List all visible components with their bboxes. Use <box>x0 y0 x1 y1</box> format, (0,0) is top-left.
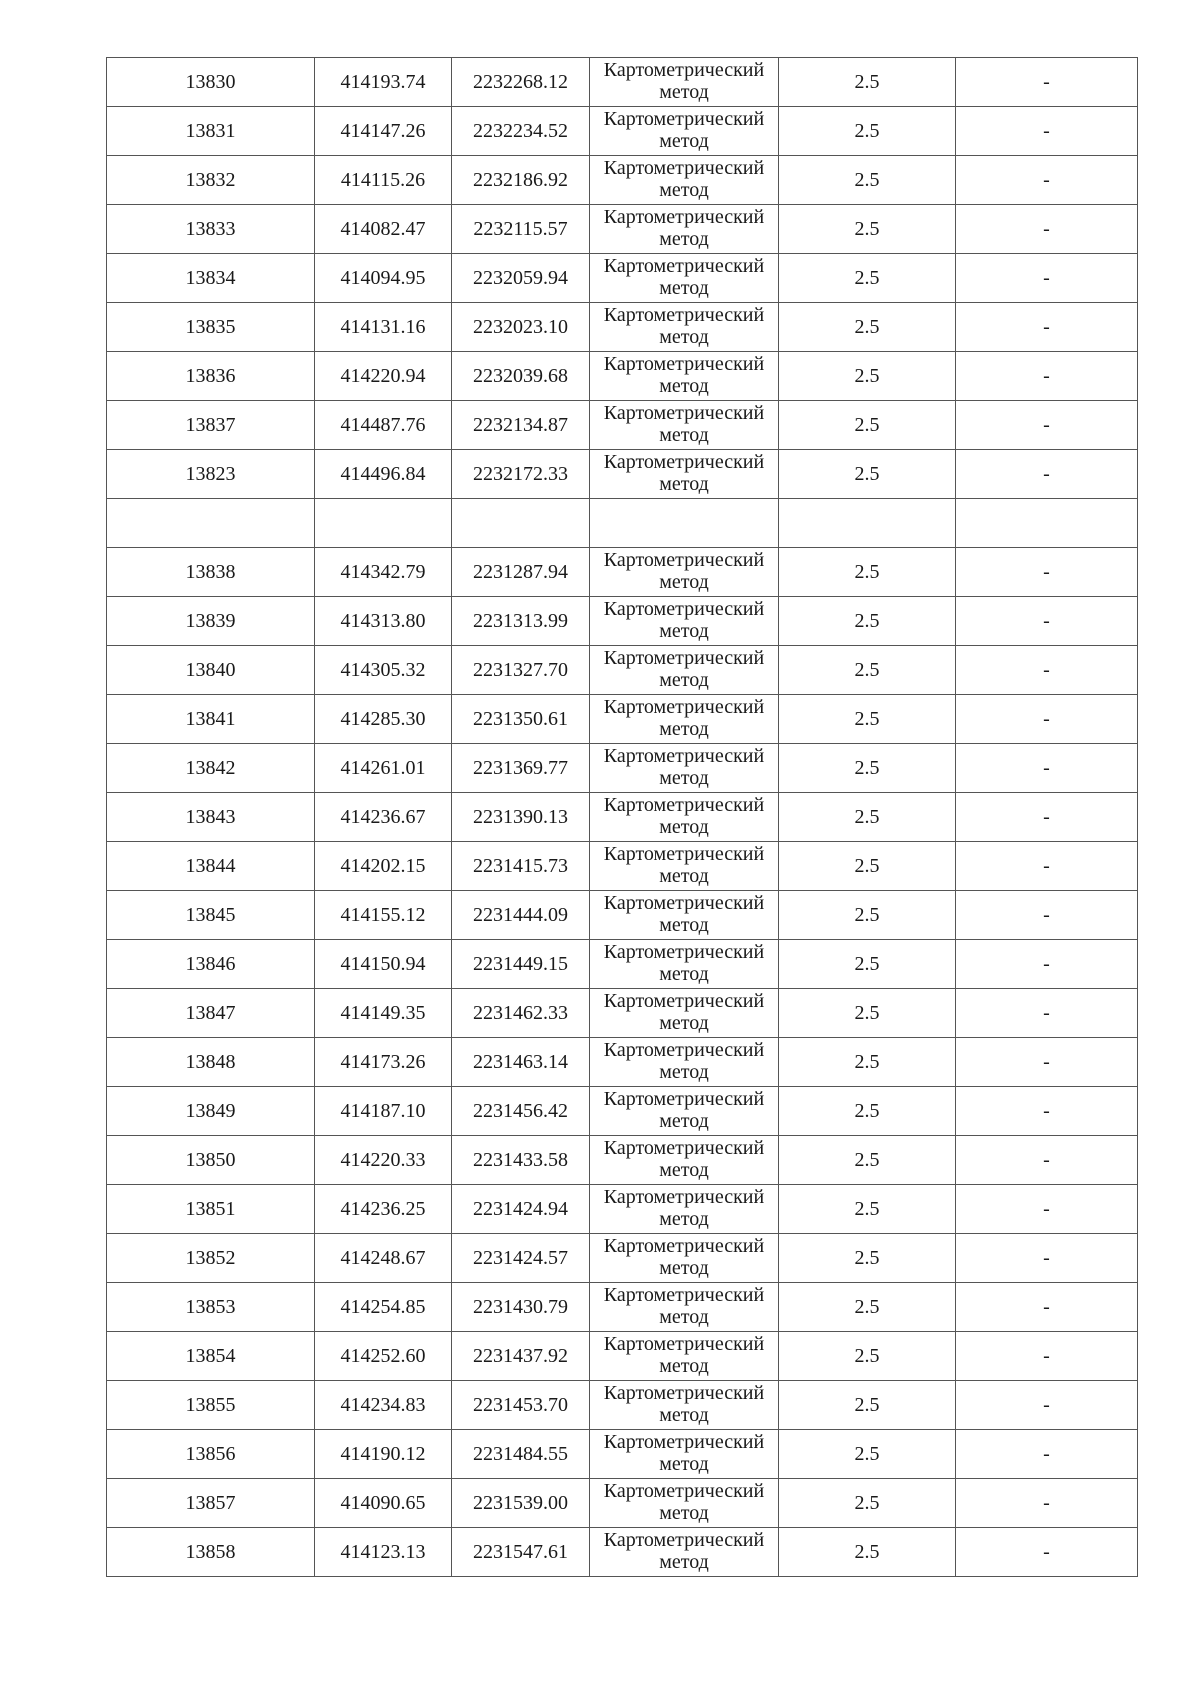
method-cell <box>590 1430 779 1479</box>
x-coordinate-cell: 414173.26 <box>315 1038 452 1087</box>
method-line-1: Картометрический <box>603 843 765 865</box>
method-cell <box>590 1136 779 1185</box>
table-row <box>107 842 1138 891</box>
method-line-2: метод <box>659 1306 709 1328</box>
method-cell <box>590 499 779 548</box>
x-coordinate-cell: 414190.12 <box>315 1430 452 1479</box>
accuracy-cell: 2.5 <box>779 450 956 499</box>
accuracy-cell: 2.5 <box>779 597 956 646</box>
method-line-1: Картометрический <box>603 1137 765 1159</box>
method-line-1: Картометрический <box>603 402 765 424</box>
x-coordinate-cell: 414090.65 <box>315 1479 452 1528</box>
point-number-cell: 13845 <box>107 891 315 940</box>
x-coordinate-cell: 414236.25 <box>315 1185 452 1234</box>
method-cell <box>590 450 779 499</box>
x-coordinate-cell: 414220.94 <box>315 352 452 401</box>
method-line-1: Картометрический <box>603 304 765 326</box>
method-cell <box>590 107 779 156</box>
accuracy-cell: 2.5 <box>779 58 956 107</box>
y-coordinate-cell: 2231424.57 <box>452 1234 590 1283</box>
coordinates-table-container <box>106 57 1137 1577</box>
accuracy-cell: 2.5 <box>779 1528 956 1577</box>
point-number-cell: 13852 <box>107 1234 315 1283</box>
x-coordinate-cell: 414082.47 <box>315 205 452 254</box>
accuracy-cell: 2.5 <box>779 107 956 156</box>
method-cell <box>590 597 779 646</box>
table-row <box>107 744 1138 793</box>
point-number-cell: 13858 <box>107 1528 315 1577</box>
method-cell <box>590 695 779 744</box>
x-coordinate-cell: 414252.60 <box>315 1332 452 1381</box>
method-line-2: метод <box>659 669 709 691</box>
x-coordinate-cell: 414496.84 <box>315 450 452 499</box>
point-number-cell: 13839 <box>107 597 315 646</box>
method-line-2: метод <box>659 1502 709 1524</box>
method-line-2: метод <box>659 375 709 397</box>
method-cell <box>590 1283 779 1332</box>
y-coordinate-cell: 2231415.73 <box>452 842 590 891</box>
point-number-cell: 13836 <box>107 352 315 401</box>
point-number-cell: 13853 <box>107 1283 315 1332</box>
method-line-1: Картометрический <box>603 1284 765 1306</box>
method-line-1: Картометрический <box>603 206 765 228</box>
note-cell: - <box>956 597 1138 646</box>
method-line-2: метод <box>659 963 709 985</box>
method-line-2: метод <box>659 179 709 201</box>
method-line-2: метод <box>659 424 709 446</box>
table-row <box>107 793 1138 842</box>
accuracy-cell: 2.5 <box>779 744 956 793</box>
x-coordinate-cell: 414254.85 <box>315 1283 452 1332</box>
note-cell: - <box>956 58 1138 107</box>
table-row <box>107 303 1138 352</box>
point-number-cell: 13835 <box>107 303 315 352</box>
note-cell: - <box>956 1087 1138 1136</box>
method-cell <box>590 1528 779 1577</box>
method-line-2: метод <box>659 1061 709 1083</box>
table-row <box>107 58 1138 107</box>
x-coordinate-cell: 414155.12 <box>315 891 452 940</box>
method-cell <box>590 1381 779 1430</box>
table-row <box>107 1283 1138 1332</box>
y-coordinate-cell: 2231462.33 <box>452 989 590 1038</box>
accuracy-cell: 2.5 <box>779 401 956 450</box>
point-number-cell: 13857 <box>107 1479 315 1528</box>
accuracy-cell: 2.5 <box>779 156 956 205</box>
method-line-2: метод <box>659 571 709 593</box>
accuracy-cell: 2.5 <box>779 989 956 1038</box>
point-number-cell: 13832 <box>107 156 315 205</box>
method-line-1: Картометрический <box>603 255 765 277</box>
x-coordinate-cell: 414187.10 <box>315 1087 452 1136</box>
y-coordinate-cell: 2232186.92 <box>452 156 590 205</box>
method-cell <box>590 1234 779 1283</box>
note-cell: - <box>956 401 1138 450</box>
note-cell: - <box>956 646 1138 695</box>
method-line-1: Картометрический <box>603 696 765 718</box>
method-line-1: Картометрический <box>603 990 765 1012</box>
y-coordinate-cell: 2232023.10 <box>452 303 590 352</box>
point-number-cell: 13834 <box>107 254 315 303</box>
method-cell <box>590 1332 779 1381</box>
method-line-1: Картометрический <box>603 598 765 620</box>
point-number-cell: 13849 <box>107 1087 315 1136</box>
note-cell: - <box>956 450 1138 499</box>
accuracy-cell: 2.5 <box>779 303 956 352</box>
note-cell: - <box>956 940 1138 989</box>
method-line-1: Картометрический <box>603 1186 765 1208</box>
method-cell <box>590 940 779 989</box>
method-line-1: Картометрический <box>603 745 765 767</box>
method-line-1: Картометрический <box>603 892 765 914</box>
method-line-2: метод <box>659 914 709 936</box>
table-row <box>107 1185 1138 1234</box>
point-number-cell: 13856 <box>107 1430 315 1479</box>
accuracy-cell: 2.5 <box>779 646 956 695</box>
point-number-cell: 13841 <box>107 695 315 744</box>
method-line-2: метод <box>659 1551 709 1573</box>
accuracy-cell: 2.5 <box>779 254 956 303</box>
table-row <box>107 254 1138 303</box>
y-coordinate-cell: 2231484.55 <box>452 1430 590 1479</box>
method-cell <box>590 842 779 891</box>
y-coordinate-cell: 2231287.94 <box>452 548 590 597</box>
method-line-2: метод <box>659 228 709 250</box>
method-line-1: Картометрический <box>603 794 765 816</box>
table-row <box>107 940 1138 989</box>
y-coordinate-cell: 2231456.42 <box>452 1087 590 1136</box>
method-line-2: метод <box>659 277 709 299</box>
accuracy-cell: 2.5 <box>779 548 956 597</box>
y-coordinate-cell: 2231463.14 <box>452 1038 590 1087</box>
method-line-1: Картометрический <box>603 157 765 179</box>
method-line-2: метод <box>659 1355 709 1377</box>
y-coordinate-cell <box>452 499 590 548</box>
method-line-2: метод <box>659 473 709 495</box>
table-row <box>107 1038 1138 1087</box>
table-row <box>107 450 1138 499</box>
method-line-2: метод <box>659 620 709 642</box>
table-row <box>107 1136 1138 1185</box>
table-row <box>107 1234 1138 1283</box>
accuracy-cell: 2.5 <box>779 352 956 401</box>
method-line-1: Картометрический <box>603 1431 765 1453</box>
method-line-2: метод <box>659 1159 709 1181</box>
accuracy-cell: 2.5 <box>779 1381 956 1430</box>
table-row <box>107 1528 1138 1577</box>
method-cell <box>590 646 779 695</box>
method-line-2: метод <box>659 1012 709 1034</box>
table-row <box>107 1479 1138 1528</box>
method-line-2: метод <box>659 130 709 152</box>
method-line-1: Картометрический <box>603 647 765 669</box>
accuracy-cell: 2.5 <box>779 1185 956 1234</box>
y-coordinate-cell: 2232134.87 <box>452 401 590 450</box>
method-line-2: метод <box>659 816 709 838</box>
x-coordinate-cell: 414149.35 <box>315 989 452 1038</box>
table-row <box>107 401 1138 450</box>
x-coordinate-cell: 414487.76 <box>315 401 452 450</box>
table-row <box>107 156 1138 205</box>
point-number-cell: 13823 <box>107 450 315 499</box>
y-coordinate-cell: 2231547.61 <box>452 1528 590 1577</box>
note-cell: - <box>956 1479 1138 1528</box>
note-cell: - <box>956 1185 1138 1234</box>
x-coordinate-cell: 414115.26 <box>315 156 452 205</box>
method-line-1: Картометрический <box>603 1088 765 1110</box>
x-coordinate-cell: 414248.67 <box>315 1234 452 1283</box>
note-cell: - <box>956 1283 1138 1332</box>
y-coordinate-cell: 2232234.52 <box>452 107 590 156</box>
accuracy-cell: 2.5 <box>779 1136 956 1185</box>
method-cell <box>590 891 779 940</box>
point-number-cell <box>107 499 315 548</box>
method-cell <box>590 401 779 450</box>
x-coordinate-cell: 414342.79 <box>315 548 452 597</box>
accuracy-cell: 2.5 <box>779 891 956 940</box>
accuracy-cell: 2.5 <box>779 1087 956 1136</box>
x-coordinate-cell: 414220.33 <box>315 1136 452 1185</box>
y-coordinate-cell: 2231444.09 <box>452 891 590 940</box>
method-cell <box>590 58 779 107</box>
x-coordinate-cell: 414236.67 <box>315 793 452 842</box>
x-coordinate-cell: 414202.15 <box>315 842 452 891</box>
note-cell: - <box>956 989 1138 1038</box>
x-coordinate-cell: 414123.13 <box>315 1528 452 1577</box>
method-line-1: Картометрический <box>603 1480 765 1502</box>
table-row <box>107 1430 1138 1479</box>
accuracy-cell: 2.5 <box>779 1283 956 1332</box>
table-row <box>107 891 1138 940</box>
accuracy-cell: 2.5 <box>779 1430 956 1479</box>
y-coordinate-cell: 2232115.57 <box>452 205 590 254</box>
method-cell <box>590 1479 779 1528</box>
table-row <box>107 107 1138 156</box>
method-line-1: Картометрический <box>603 353 765 375</box>
method-cell <box>590 205 779 254</box>
table-row <box>107 695 1138 744</box>
method-line-1: Картометрический <box>603 1333 765 1355</box>
method-cell <box>590 1038 779 1087</box>
note-cell: - <box>956 1136 1138 1185</box>
note-cell: - <box>956 1528 1138 1577</box>
point-number-cell: 13847 <box>107 989 315 1038</box>
y-coordinate-cell: 2231433.58 <box>452 1136 590 1185</box>
note-cell <box>956 499 1138 548</box>
table-row <box>107 1087 1138 1136</box>
accuracy-cell: 2.5 <box>779 842 956 891</box>
point-number-cell: 13846 <box>107 940 315 989</box>
method-line-2: метод <box>659 1208 709 1230</box>
y-coordinate-cell: 2231453.70 <box>452 1381 590 1430</box>
note-cell: - <box>956 548 1138 597</box>
method-line-2: метод <box>659 1404 709 1426</box>
method-cell <box>590 352 779 401</box>
method-line-1: Картометрический <box>603 1235 765 1257</box>
y-coordinate-cell: 2231327.70 <box>452 646 590 695</box>
note-cell: - <box>956 744 1138 793</box>
method-line-1: Картометрический <box>603 59 765 81</box>
note-cell: - <box>956 205 1138 254</box>
note-cell: - <box>956 891 1138 940</box>
method-cell <box>590 744 779 793</box>
point-number-cell: 13838 <box>107 548 315 597</box>
x-coordinate-cell: 414313.80 <box>315 597 452 646</box>
note-cell: - <box>956 1038 1138 1087</box>
table-row <box>107 646 1138 695</box>
table-row <box>107 1332 1138 1381</box>
point-number-cell: 13831 <box>107 107 315 156</box>
method-line-1: Картометрический <box>603 451 765 473</box>
table-row <box>107 989 1138 1038</box>
coordinates-table-body <box>107 58 1138 1577</box>
method-cell <box>590 1087 779 1136</box>
note-cell: - <box>956 1234 1138 1283</box>
note-cell: - <box>956 254 1138 303</box>
x-coordinate-cell: 414234.83 <box>315 1381 452 1430</box>
method-cell <box>590 303 779 352</box>
x-coordinate-cell: 414261.01 <box>315 744 452 793</box>
y-coordinate-cell: 2232172.33 <box>452 450 590 499</box>
method-line-2: метод <box>659 767 709 789</box>
y-coordinate-cell: 2232039.68 <box>452 352 590 401</box>
table-row <box>107 548 1138 597</box>
note-cell: - <box>956 303 1138 352</box>
method-cell <box>590 989 779 1038</box>
method-line-1: Картометрический <box>603 549 765 571</box>
method-line-2: метод <box>659 326 709 348</box>
note-cell: - <box>956 695 1138 744</box>
y-coordinate-cell: 2231539.00 <box>452 1479 590 1528</box>
note-cell: - <box>956 1430 1138 1479</box>
method-cell <box>590 254 779 303</box>
method-cell <box>590 156 779 205</box>
y-coordinate-cell: 2231449.15 <box>452 940 590 989</box>
coordinates-table <box>106 57 1138 1577</box>
y-coordinate-cell: 2231437.92 <box>452 1332 590 1381</box>
note-cell: - <box>956 1332 1138 1381</box>
note-cell: - <box>956 156 1138 205</box>
accuracy-cell: 2.5 <box>779 940 956 989</box>
x-coordinate-cell <box>315 499 452 548</box>
point-number-cell: 13840 <box>107 646 315 695</box>
point-number-cell: 13851 <box>107 1185 315 1234</box>
method-line-2: метод <box>659 718 709 740</box>
point-number-cell: 13850 <box>107 1136 315 1185</box>
accuracy-cell: 2.5 <box>779 793 956 842</box>
x-coordinate-cell: 414131.16 <box>315 303 452 352</box>
note-cell: - <box>956 107 1138 156</box>
accuracy-cell: 2.5 <box>779 1479 956 1528</box>
method-cell <box>590 793 779 842</box>
y-coordinate-cell: 2232268.12 <box>452 58 590 107</box>
accuracy-cell: 2.5 <box>779 695 956 744</box>
accuracy-cell <box>779 499 956 548</box>
y-coordinate-cell: 2231350.61 <box>452 695 590 744</box>
method-line-1: Картометрический <box>603 1382 765 1404</box>
table-row <box>107 352 1138 401</box>
table-row <box>107 1381 1138 1430</box>
method-line-2: метод <box>659 1453 709 1475</box>
accuracy-cell: 2.5 <box>779 205 956 254</box>
method-line-1: Картометрический <box>603 941 765 963</box>
accuracy-cell: 2.5 <box>779 1038 956 1087</box>
x-coordinate-cell: 414305.32 <box>315 646 452 695</box>
y-coordinate-cell: 2231430.79 <box>452 1283 590 1332</box>
point-number-cell: 13854 <box>107 1332 315 1381</box>
y-coordinate-cell: 2231313.99 <box>452 597 590 646</box>
method-line-2: метод <box>659 1110 709 1132</box>
point-number-cell: 13844 <box>107 842 315 891</box>
point-number-cell: 13830 <box>107 58 315 107</box>
method-line-2: метод <box>659 81 709 103</box>
x-coordinate-cell: 414150.94 <box>315 940 452 989</box>
method-line-1: Картометрический <box>603 108 765 130</box>
accuracy-cell: 2.5 <box>779 1234 956 1283</box>
y-coordinate-cell: 2232059.94 <box>452 254 590 303</box>
note-cell: - <box>956 1381 1138 1430</box>
method-line-2: метод <box>659 865 709 887</box>
y-coordinate-cell: 2231369.77 <box>452 744 590 793</box>
accuracy-cell: 2.5 <box>779 1332 956 1381</box>
x-coordinate-cell: 414193.74 <box>315 58 452 107</box>
y-coordinate-cell: 2231390.13 <box>452 793 590 842</box>
note-cell: - <box>956 793 1138 842</box>
point-number-cell: 13843 <box>107 793 315 842</box>
note-cell: - <box>956 842 1138 891</box>
x-coordinate-cell: 414147.26 <box>315 107 452 156</box>
method-line-2: метод <box>659 1257 709 1279</box>
point-number-cell: 13833 <box>107 205 315 254</box>
point-number-cell: 13848 <box>107 1038 315 1087</box>
point-number-cell: 13855 <box>107 1381 315 1430</box>
table-row <box>107 499 1138 548</box>
point-number-cell: 13837 <box>107 401 315 450</box>
table-row <box>107 597 1138 646</box>
method-line-1: Картометрический <box>603 1529 765 1551</box>
point-number-cell: 13842 <box>107 744 315 793</box>
table-row <box>107 205 1138 254</box>
y-coordinate-cell: 2231424.94 <box>452 1185 590 1234</box>
method-cell <box>590 1185 779 1234</box>
x-coordinate-cell: 414285.30 <box>315 695 452 744</box>
note-cell: - <box>956 352 1138 401</box>
method-line-1: Картометрический <box>603 1039 765 1061</box>
method-cell <box>590 548 779 597</box>
x-coordinate-cell: 414094.95 <box>315 254 452 303</box>
